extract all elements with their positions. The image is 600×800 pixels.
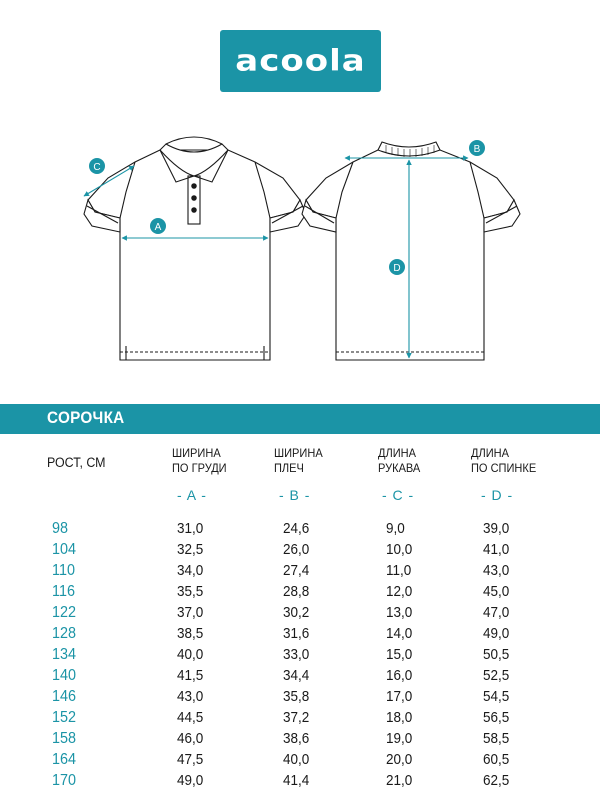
shoulder-width-cell: 24,6 (283, 520, 310, 537)
sleeve-length-cell: 20,0 (386, 751, 413, 768)
logo-text: acoola (235, 44, 366, 78)
shoulder-width-cell: 30,2 (283, 604, 310, 621)
size-cell: 146 (52, 688, 77, 705)
marker-b-label: B (473, 144, 481, 155)
table-row (0, 602, 600, 623)
size-cell: 164 (52, 751, 77, 768)
table-row (0, 644, 600, 665)
shoulder-width-cell: 37,2 (283, 709, 310, 726)
marker-d-label: D (393, 263, 401, 274)
shoulder-width-cell: 28,8 (283, 583, 310, 600)
marker-a-label: A (154, 222, 162, 233)
section-banner (0, 404, 600, 434)
size-column-header: РОСТ, СМ (47, 455, 106, 470)
back-length-cell: 47,0 (483, 604, 510, 621)
table-row (0, 518, 600, 539)
chest-width-cell: 44,5 (177, 709, 204, 726)
shoulder-width-cell: 26,0 (283, 541, 310, 558)
table-row (0, 665, 600, 686)
sleeve-length-cell: 13,0 (386, 604, 413, 621)
column-header-line: ДЛИНА (471, 446, 509, 460)
back-length-cell: 43,0 (483, 562, 510, 579)
column-header-line: ПЛЕЧ (274, 461, 304, 475)
table-row (0, 770, 600, 791)
chest-width-cell: 47,5 (177, 751, 204, 768)
chest-width-cell: 37,0 (177, 604, 204, 621)
table-row (0, 560, 600, 581)
column-letter-c: - C - (382, 487, 415, 503)
size-cell: 140 (52, 667, 77, 684)
shoulder-width-cell: 27,4 (283, 562, 310, 579)
column-header-line: ШИРИНА (274, 446, 323, 460)
section-title: СОРОЧКА (47, 408, 125, 427)
back-length-cell: 45,0 (483, 583, 510, 600)
shoulder-width-cell: 31,6 (283, 625, 310, 642)
back-length-cell: 39,0 (483, 520, 510, 537)
back-length-cell: 62,5 (483, 772, 510, 789)
size-cell: 116 (52, 583, 75, 600)
marker-c-label: C (93, 162, 101, 173)
column-header-back-length (471, 446, 536, 476)
size-cell: 170 (52, 772, 77, 789)
table-row (0, 581, 600, 602)
marker-d (389, 259, 405, 275)
column-header-sleeve-length (378, 446, 420, 476)
marker-c (89, 158, 105, 174)
sleeve-length-cell: 21,0 (386, 772, 413, 789)
chest-width-cell: 34,0 (177, 562, 204, 579)
shoulder-width-cell: 40,0 (283, 751, 310, 768)
column-header-line: РУКАВА (378, 461, 421, 475)
table-row (0, 749, 600, 770)
table-row (0, 728, 600, 749)
size-cell: 104 (52, 541, 77, 558)
chest-width-cell: 31,0 (177, 520, 204, 537)
column-header-chest-width (172, 446, 227, 476)
column-letter-d: - D - (481, 487, 514, 503)
sleeve-length-cell: 18,0 (386, 709, 413, 726)
shoulder-width-cell: 34,4 (283, 667, 310, 684)
size-cell: 122 (52, 604, 77, 621)
chest-width-cell: 32,5 (177, 541, 204, 558)
chest-width-cell: 43,0 (177, 688, 204, 705)
size-cell: 128 (52, 625, 77, 642)
column-header-line: ПО ГРУДИ (172, 461, 227, 475)
back-length-cell: 50,5 (483, 646, 510, 663)
back-length-cell: 56,5 (483, 709, 510, 726)
sleeve-length-cell: 9,0 (386, 520, 405, 537)
size-cell: 134 (52, 646, 77, 663)
sleeve-length-cell: 16,0 (386, 667, 413, 684)
sleeve-length-cell: 12,0 (386, 583, 413, 600)
column-header-line: ПО СПИНКЕ (471, 461, 537, 475)
garment-diagram (0, 120, 600, 370)
sleeve-length-cell: 17,0 (386, 688, 413, 705)
chest-width-cell: 40,0 (177, 646, 204, 663)
table-row (0, 686, 600, 707)
back-length-cell: 41,0 (483, 541, 510, 558)
column-header-line: ШИРИНА (172, 446, 221, 460)
size-cell: 158 (52, 730, 77, 747)
table-row (0, 707, 600, 728)
column-header-shoulder-width (274, 446, 323, 476)
size-cell: 152 (52, 709, 77, 726)
chest-width-cell: 38,5 (177, 625, 204, 642)
chest-width-cell: 49,0 (177, 772, 204, 789)
column-letter-b: - B - (279, 487, 311, 503)
back-polo-sketch (302, 142, 520, 360)
column-header-line: ДЛИНА (378, 446, 416, 460)
marker-a (150, 218, 166, 234)
chest-width-cell: 35,5 (177, 583, 204, 600)
back-length-cell: 58,5 (483, 730, 510, 747)
shoulder-width-cell: 35,8 (283, 688, 310, 705)
sleeve-length-cell: 11,0 (386, 562, 412, 579)
brand-logo (220, 30, 381, 92)
sleeve-length-cell: 10,0 (386, 541, 413, 558)
sleeve-length-cell: 19,0 (386, 730, 413, 747)
front-polo-sketch (84, 137, 306, 360)
marker-b (469, 140, 485, 156)
column-letter-a: - A - (177, 487, 207, 503)
table-row (0, 539, 600, 560)
shoulder-width-cell: 38,6 (283, 730, 310, 747)
chest-width-cell: 46,0 (177, 730, 204, 747)
sleeve-length-cell: 14,0 (386, 625, 413, 642)
back-length-cell: 52,5 (483, 667, 510, 684)
back-length-cell: 54,5 (483, 688, 510, 705)
back-length-cell: 49,0 (483, 625, 510, 642)
shoulder-width-cell: 33,0 (283, 646, 310, 663)
shoulder-width-cell: 41,4 (283, 772, 310, 789)
size-cell: 98 (52, 520, 69, 537)
chest-width-cell: 41,5 (177, 667, 204, 684)
table-row (0, 623, 600, 644)
sleeve-length-cell: 15,0 (386, 646, 413, 663)
back-length-cell: 60,5 (483, 751, 510, 768)
size-cell: 110 (52, 562, 75, 579)
